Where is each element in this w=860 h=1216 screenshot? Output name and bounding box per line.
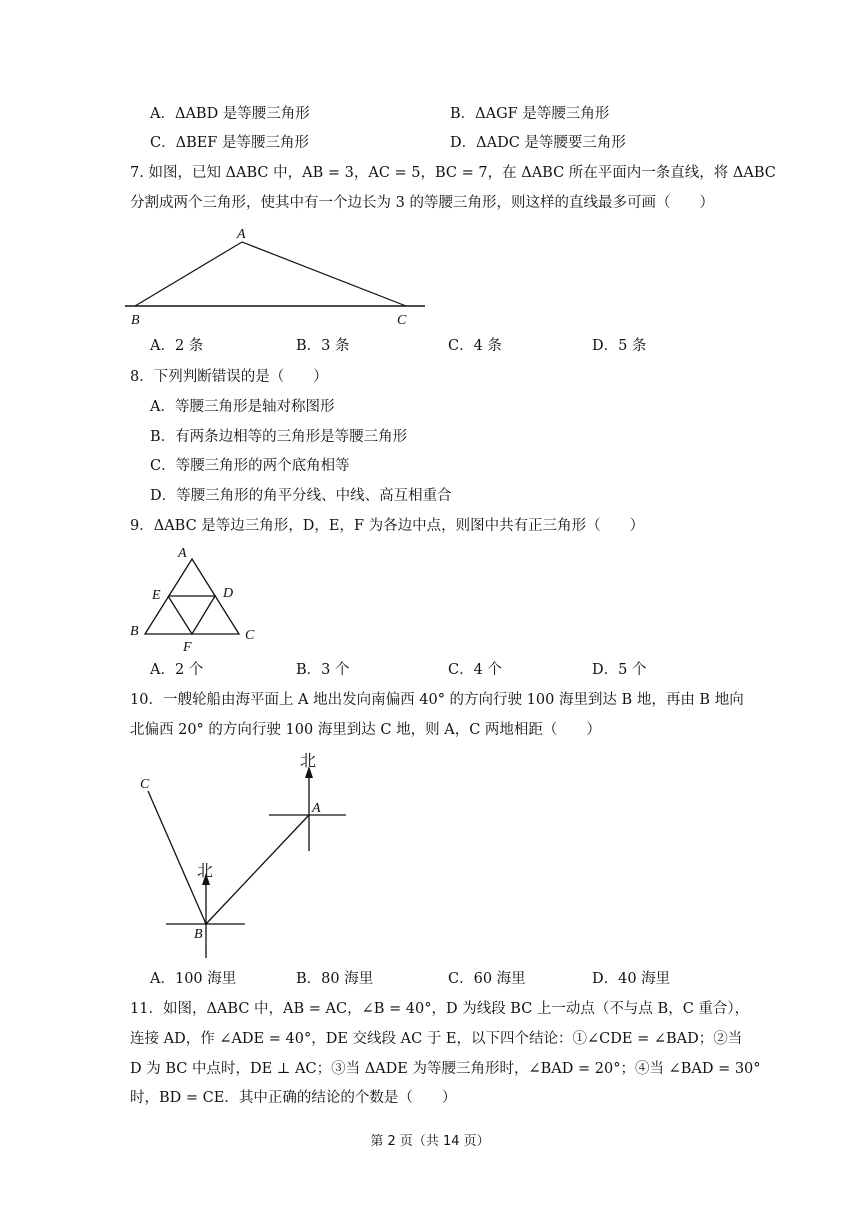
q9-option-d: D．5 个 [592, 662, 647, 678]
q8-option-b: B．有两条边相等的三角形是等腰三角形 [150, 429, 408, 445]
q9-option-b: B．3 个 [296, 662, 350, 678]
q10-bearing-figure [130, 748, 360, 963]
q10-label-b: B [194, 927, 203, 942]
q9-label-a: A [178, 546, 187, 561]
q6-option-a: A．ΔABD 是等腰三角形 [150, 106, 310, 122]
q7-option-b: B．3 条 [296, 338, 350, 354]
q6-option-d: D．ΔADC 是等腰要三角形 [450, 135, 626, 151]
q7-option-a: A．2 条 [150, 338, 204, 354]
q10-option-d: D．40 海里 [592, 971, 671, 987]
q11-stem-line4: 时，BD = CE．其中正确的结论的个数是（ ） [130, 1090, 457, 1106]
q10-north-label-a: 北 [300, 751, 317, 770]
q7-option-c: C．4 条 [448, 338, 502, 354]
q10-label-a: A [312, 801, 321, 816]
q10-option-b: B．80 海里 [296, 971, 374, 987]
q6-option-c: C．ΔBEF 是等腰三角形 [150, 135, 309, 151]
q9-label-e: E [152, 588, 161, 603]
q9-label-c: C [245, 628, 255, 643]
q7-option-d: D．5 条 [592, 338, 647, 354]
q10-option-a: A．100 海里 [150, 971, 237, 987]
q11-stem-line1: 11．如图，ΔABC 中，AB = AC，∠B = 40°，D 为线段 BC 上一动点（不与点 B，C 重合）， [130, 1001, 750, 1017]
q9-label-f: F [183, 640, 192, 655]
q10-stem-line1: 10．一艘轮船由海平面上 A 地出发向南偏西 40° 的方向行驶 100 海里到达 B 地，再由 B 地向 [130, 692, 744, 708]
q7-stem-line2: 分割成两个三角形，使其中有一个边长为 3 的等腰三角形，则这样的直线最多可画（ ） [130, 195, 714, 211]
q10-option-c: C．60 海里 [448, 971, 526, 987]
q8-stem: 8．下列判断错误的是（ ） [130, 369, 328, 385]
q9-option-c: C．4 个 [448, 662, 502, 678]
q11-stem-line2: 连接 AD，作 ∠ADE = 40°，DE 交线段 AC 于 E，以下四个结论：①∠CDE = ∠BAD；②当 [130, 1031, 743, 1047]
q9-label-d: D [223, 586, 234, 601]
q7-label-b: B [131, 313, 140, 328]
q7-triangle-figure [125, 222, 425, 332]
page-footer: 第 2 页（共 14 页） [370, 1134, 490, 1149]
q10-north-label-b: 北 [197, 861, 214, 880]
q8-option-a: A．等腰三角形是轴对称图形 [150, 399, 335, 415]
q9-triangle-figure [128, 543, 263, 655]
q7-stem-line1: 7. 如图，已知 ΔABC 中，AB = 3，AC = 5，BC = 7，在 ΔABC 所在平面内一条直线，将 ΔABC [130, 165, 776, 181]
q11-stem-line3: D 为 BC 中点时，DE ⊥ AC；③当 ΔADE 为等腰三角形时，∠BAD = 20°；④当 ∠BAD = 30° [130, 1061, 761, 1077]
q10-label-c: C [140, 777, 150, 792]
q6-option-b: B．ΔAGF 是等腰三角形 [450, 106, 610, 122]
q8-option-c: C．等腰三角形的两个底角相等 [150, 458, 350, 474]
q10-stem-line2: 北偏西 20° 的方向行驶 100 海里到达 C 地，则 A，C 两地相距（ ） [130, 722, 601, 738]
q7-label-c: C [397, 313, 407, 328]
q9-stem: 9．ΔABC 是等边三角形，D，E，F 为各边中点，则图中共有正三角形（ ） [130, 518, 645, 534]
q9-option-a: A．2 个 [150, 662, 204, 678]
q9-label-b: B [130, 624, 139, 639]
q8-option-d: D．等腰三角形的角平分线、中线、高互相重合 [150, 488, 452, 504]
q7-label-a: A [237, 227, 246, 242]
